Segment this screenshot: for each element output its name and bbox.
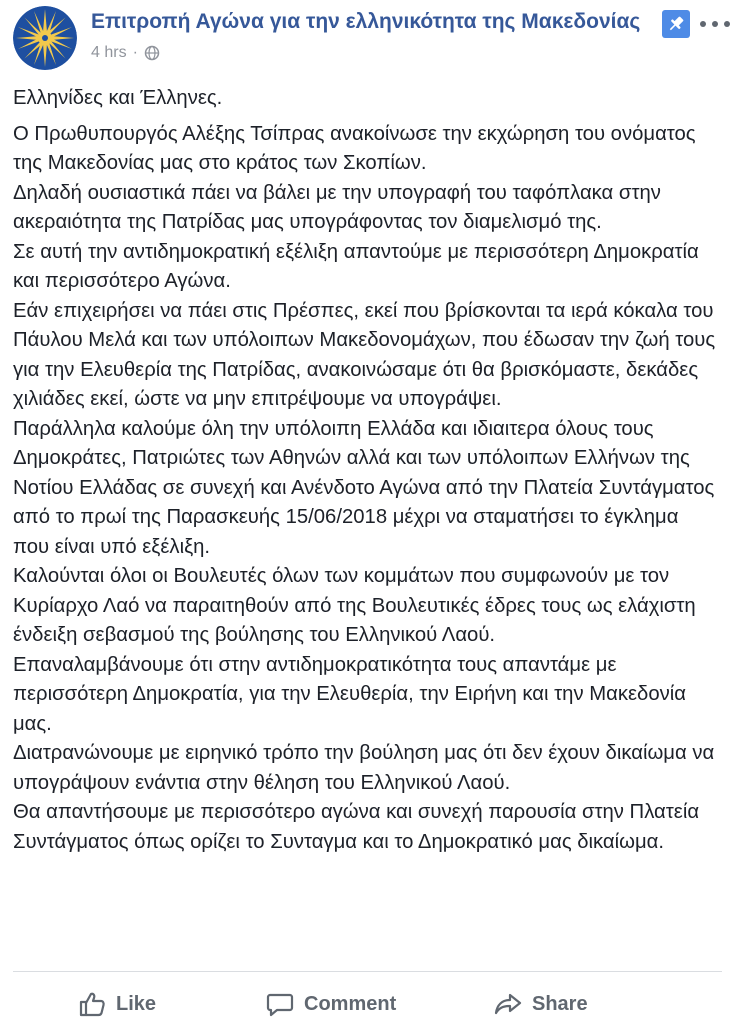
like-label: Like (116, 992, 157, 1015)
post-greeting: Ελληνίδες και Έλληνες. (13, 87, 223, 109)
post-actions-bar (0, 980, 735, 1028)
like-button[interactable] (78, 988, 156, 1020)
post-header (0, 0, 735, 80)
post-text: Ο Πρωθυπουργός Αλέξης Τσίπρας ανακοίνωσε την εκχώρηση του ονόματος της Μακεδονίας μας στο κράτος των Σκοπίων. Δηλαδή ουσιαστικά πάει να βάλει με την υπογραφή του ταφόπλακα στην ακεραιότητα της Πατρίδας μας υπογράφοντας τον διαμελισμό της. Σε αυτή την αντιδημοκρατική εξέλιξη απαντούμε με περισσότερη Δημοκρατία και περισσότερο Αγώνα. Εάν επιχειρήσει να πάει στις Πρέσπες, εκεί που βρίσκονται τα ιερά κόκαλα του Πάυλου Μελά και των υπόλοιπων Μακεδονομάχων, που έδωσαν την ζωή τους για την Ελευθερία της Πατρίδας, ανακοινώσαμε ότι θα βρισκόμαστε, δεκάδες χιλιάδες εκεί, ώστε να μην επιτρέψουμε να υπογράψει. Παράλληλα καλούμε όλη την υπόλοιπη Ελλάδα και ιδιαιτερα όλους τους Δημοκράτες, Πατριώτες των Αθηνών αλλά και των υπόλοιπων Ελλήνων της Νοτίου Ελλάδας σε συνεχή και Ανένδοτο Αγώνα από την Πλατεία Συντάγματος από το πρωί της Παρασκευής 15/06/2018 μέχρι να σταματήσει το έγκλημα που είναι υπό εξέλιξη. Καλούνται όλοι οι Βουλευτές όλων των κομμάτων που συμφωνούν με τον Κυρίαρχο Λαό να παραιτηθούν από της Βουλευτικές έδρες τους ως ελάχιστη ένδειξη σεβασμού της βούλησης του Ελληνικού Λαού. Επαναλαμβάνουμε ότι στην αντιδημοκρατικότητα τους απαντάμε με περισσότερη Δημοκρατία, για την Ελευθερία, την Ειρήνη και την Μακεδονία μας. Διατρανώνουμε με ειρηνικό τρόπο την βούληση μας ότι δεν έχουν δικαίωμα να υπογράψουν ενάντια στην θέληση του Ελληνικού Λαού. Θα απαντήσουμε με περισσότερο αγώνα και συνεχή παρουσία στην Πλατεία Συντάγματος όπως ορίζει το Συνταγμα και το Δημοκρατικό μας δικαίωμα. (13, 122, 716, 853)
globe-icon[interactable] (144, 45, 160, 61)
post-meta (91, 44, 160, 62)
comment-button[interactable] (266, 988, 396, 1020)
meta-separator: · (132, 44, 138, 61)
share-label: Share (532, 992, 588, 1015)
page-avatar[interactable] (13, 6, 77, 70)
more-options-icon[interactable] (700, 12, 730, 36)
comment-bubble-icon (266, 990, 294, 1018)
post-body (13, 84, 718, 857)
actions-divider (13, 971, 722, 972)
post-timestamp[interactable]: 4 hrs (91, 44, 127, 61)
thumbs-up-icon (78, 990, 106, 1018)
page-name-link[interactable]: Επιτροπή Αγώνα για την ελληνικότητα της Μακεδονίας (91, 10, 641, 33)
pin-icon[interactable] (662, 10, 690, 38)
comment-label: Comment (304, 992, 397, 1015)
share-arrow-icon (494, 990, 522, 1018)
vergina-sun-icon (13, 6, 77, 70)
share-button[interactable] (494, 988, 588, 1020)
